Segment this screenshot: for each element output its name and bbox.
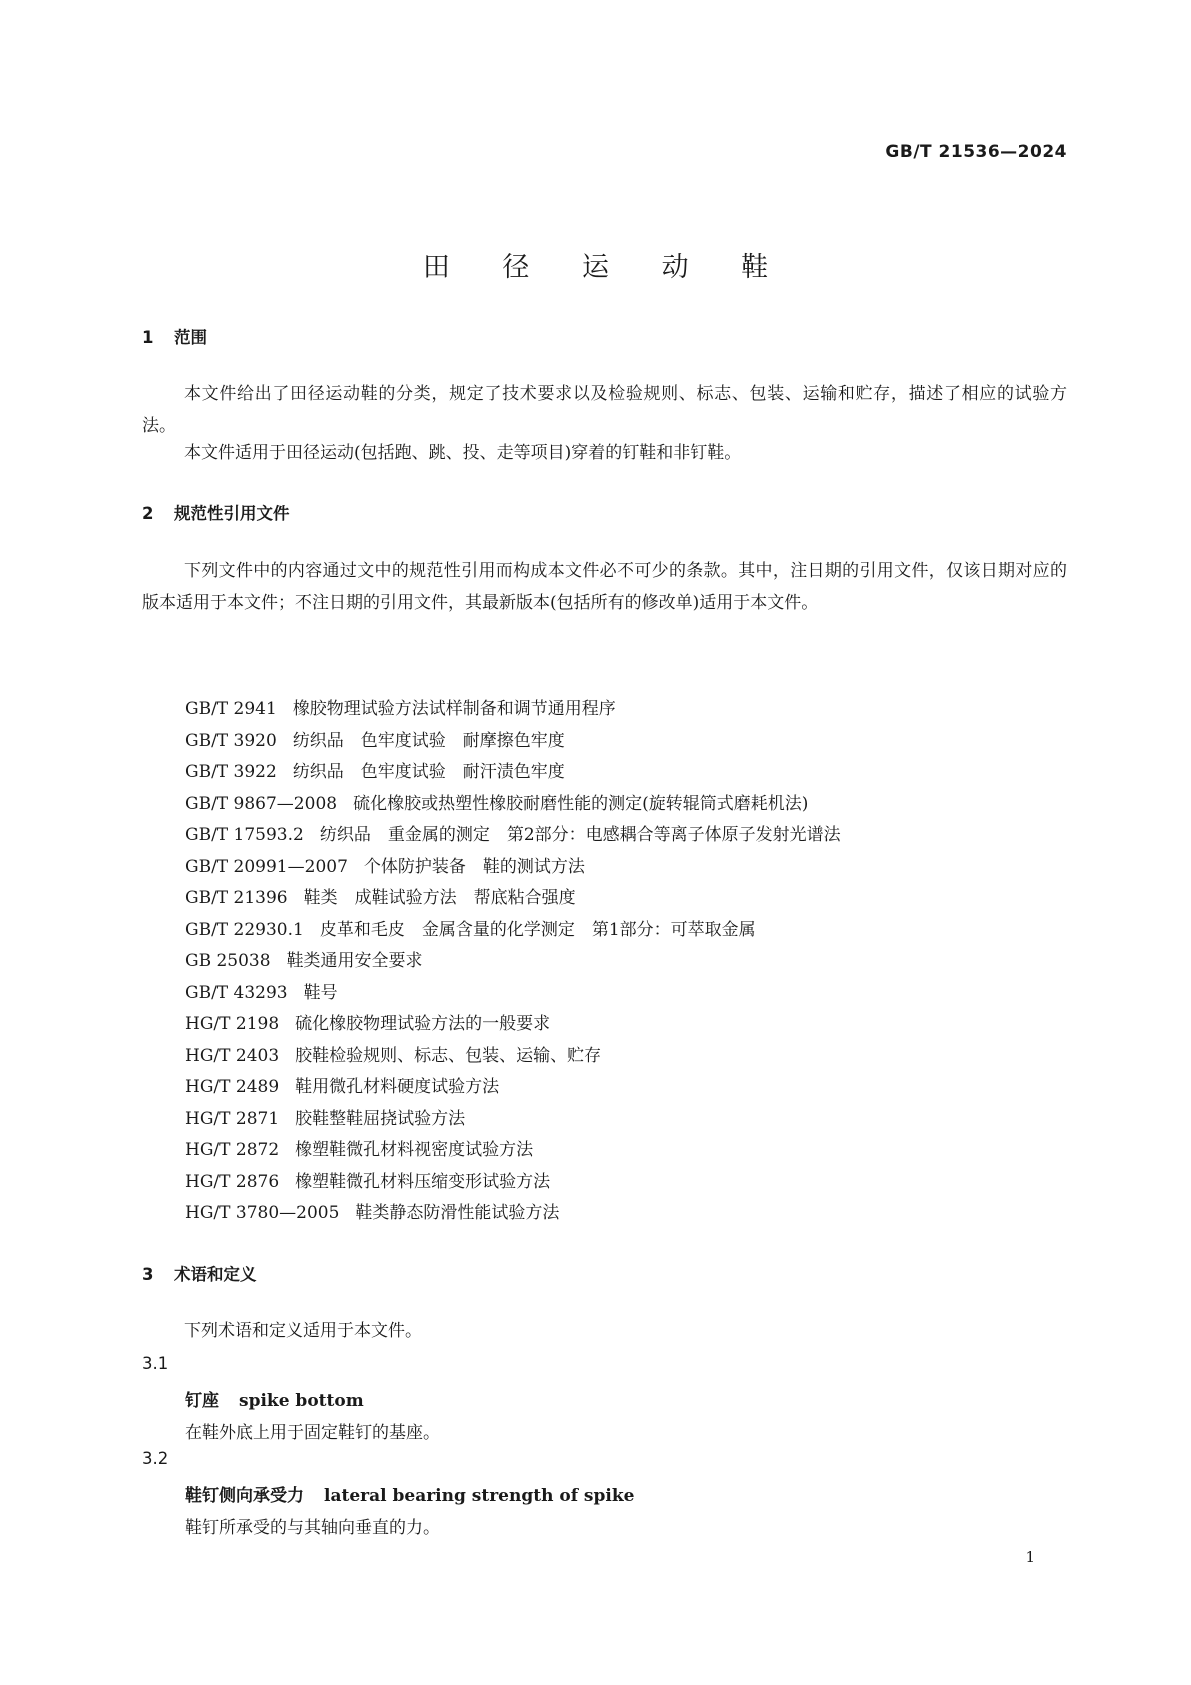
term-3-2 (185, 1481, 634, 1506)
reference-title: 鞋类通用安全要求 (286, 951, 423, 971)
reference-title: 胶鞋检验规则、标志、包装、运输、贮存 (295, 1045, 602, 1066)
term-3-1-definition: 在鞋外底上用于固定鞋钉的基座。 (185, 1423, 440, 1443)
reference-code: HG/T 3780—2005 (185, 1203, 340, 1223)
reference-title: 鞋号 (303, 982, 338, 1003)
reference-item (185, 1198, 841, 1230)
reference-item (185, 694, 841, 726)
reference-code: GB/T 9867—2008 (185, 793, 338, 814)
section-number: 2 (142, 504, 154, 523)
section-number: 1 (142, 328, 154, 347)
reference-title: 个体防护装备 鞋的测试方法 (363, 856, 585, 877)
section-3-paragraph-1: 下列术语和定义适用于本文件。 (184, 1321, 422, 1341)
term-english: lateral bearing strength of spike (324, 1486, 635, 1506)
section-1-heading (142, 324, 207, 348)
reference-item (185, 1009, 841, 1041)
reference-item (185, 789, 841, 821)
term-english: spike bottom (239, 1391, 364, 1411)
reference-title: 硫化橡胶物理试验方法的一般要求 (295, 1014, 551, 1034)
reference-item (185, 852, 841, 884)
reference-title: 皮革和毛皮 金属含量的化学测定 第1部分：可萃取金属 (319, 919, 756, 940)
term-chinese: 钉座 (185, 1391, 219, 1411)
section-title: 范围 (174, 328, 207, 347)
term-3-2-definition: 鞋钉所承受的与其轴向垂直的力。 (185, 1518, 440, 1538)
reference-item (185, 1072, 841, 1104)
section-2-heading (142, 500, 290, 524)
section-3-heading (142, 1261, 257, 1285)
reference-title: 纺织品 色牢度试验 耐摩擦色牢度 (292, 730, 565, 751)
reference-title: 鞋类 成鞋试验方法 帮底粘合强度 (303, 888, 576, 908)
reference-title: 橡胶物理试验方法试样制备和调节通用程序 (292, 699, 616, 719)
reference-item (185, 820, 841, 852)
clause-3-1-number: 3.1 (142, 1354, 169, 1373)
reference-code: HG/T 2876 (185, 1171, 280, 1192)
reference-code: GB/T 43293 (185, 982, 288, 1003)
clause-3-2-number: 3.2 (142, 1449, 169, 1468)
standard-code: GB/T 21536—2024 (885, 142, 1067, 162)
reference-title: 纺织品 色牢度试验 耐汗渍色牢度 (292, 762, 565, 782)
reference-code: HG/T 2871 (185, 1108, 280, 1129)
section-1-paragraph-1: 本文件给出了田径运动鞋的分类，规定了技术要求以及检验规则、标志、包装、运输和贮存，描述了相应的试验方法。 (142, 384, 1067, 436)
reference-code: GB/T 2941 (185, 699, 277, 719)
reference-code: HG/T 2198 (185, 1014, 280, 1034)
reference-code: GB/T 20991—2007 (185, 856, 348, 877)
reference-code: HG/T 2489 (185, 1077, 280, 1097)
reference-item (185, 757, 841, 789)
page-number: 1 (1025, 1548, 1035, 1566)
reference-code: GB 25038 (185, 951, 271, 971)
reference-item (185, 1167, 841, 1199)
section-1-paragraph-2: 本文件适用于田径运动(包括跑、跳、投、走等项目)穿着的钉鞋和非钉鞋。 (184, 443, 742, 463)
reference-item (185, 946, 841, 978)
reference-title: 鞋类静态防滑性能试验方法 (355, 1203, 560, 1223)
section-title: 规范性引用文件 (174, 504, 290, 523)
section-2-paragraph-1: 下列文件中的内容通过文中的规范性引用而构成本文件必不可少的条款。其中，注日期的引用文件，仅该日期对应的版本适用于本文件；不注日期的引用文件，其最新版本(包括所有的修改单)适用于本文件。 (142, 561, 1067, 613)
term-chinese: 鞋钉侧向承受力 (185, 1486, 304, 1506)
reference-item (185, 726, 841, 758)
reference-code: GB/T 22930.1 (185, 919, 304, 940)
document-title: 田 径 运 动 鞋 (422, 252, 791, 283)
section-title: 术语和定义 (174, 1265, 257, 1284)
reference-code: GB/T 21396 (185, 888, 288, 908)
reference-title: 鞋用微孔材料硬度试验方法 (295, 1077, 500, 1097)
reference-code: HG/T 2872 (185, 1140, 280, 1160)
reference-title: 橡塑鞋微孔材料视密度试验方法 (295, 1140, 534, 1160)
reference-code: GB/T 3922 (185, 762, 277, 782)
reference-title: 硫化橡胶或热塑性橡胶耐磨性能的测定(旋转辊筒式磨耗机法) (353, 793, 809, 814)
reference-code: GB/T 3920 (185, 730, 277, 751)
reference-title: 橡塑鞋微孔材料压缩变形试验方法 (295, 1171, 551, 1192)
section-number: 3 (142, 1265, 154, 1284)
reference-item (185, 915, 841, 947)
reference-item (185, 1041, 841, 1073)
reference-item (185, 1135, 841, 1167)
reference-item (185, 883, 841, 915)
normative-reference-list (185, 694, 841, 1230)
reference-item (185, 978, 841, 1010)
reference-title: 纺织品 重金属的测定 第2部分：电感耦合等离子体原子发射光谱法 (319, 825, 841, 845)
term-3-1 (185, 1386, 364, 1411)
reference-code: GB/T 17593.2 (185, 825, 304, 845)
reference-code: HG/T 2403 (185, 1045, 280, 1066)
reference-item (185, 1104, 841, 1136)
reference-title: 胶鞋整鞋屈挠试验方法 (295, 1108, 466, 1129)
